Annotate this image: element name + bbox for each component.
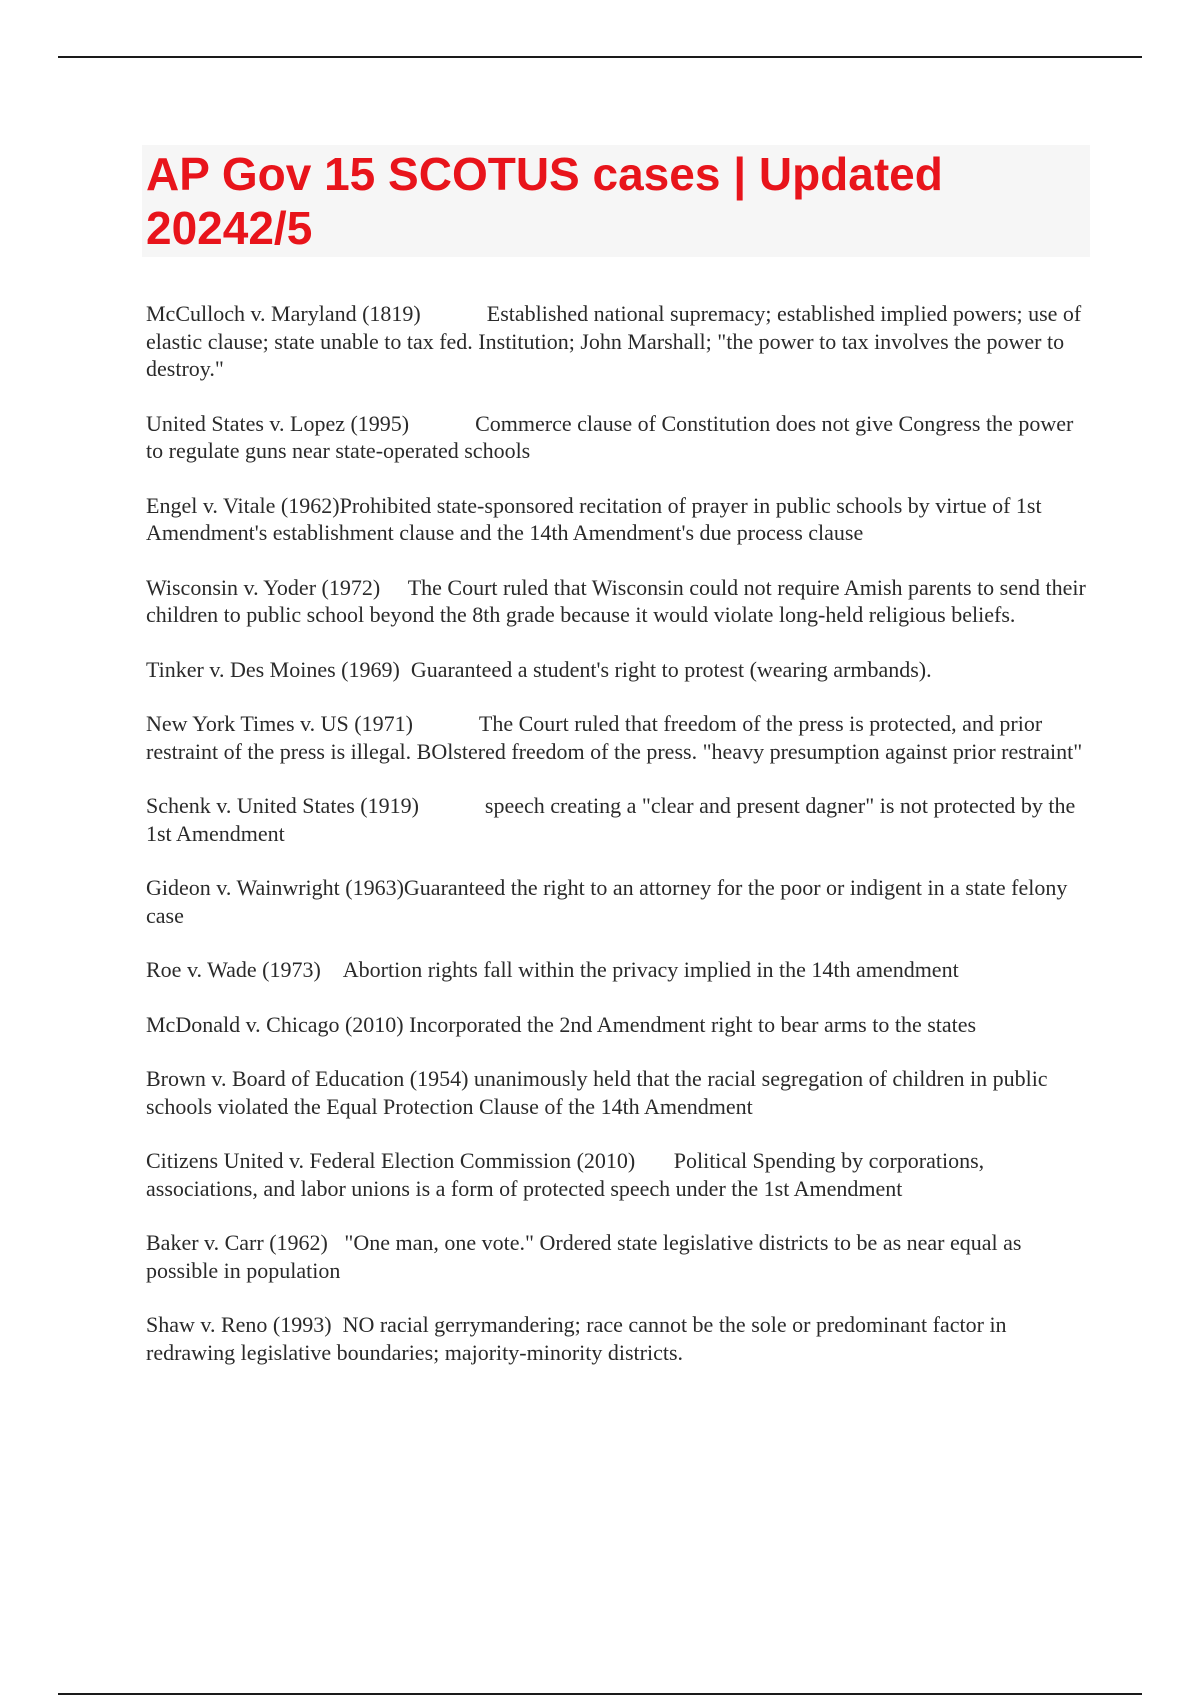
case-name: United States v. Lopez (1995): [146, 410, 410, 436]
case-name: Engel v. Vitale (1962): [146, 492, 340, 518]
case-description: Guaranteed a student's right to protest (wearing armbands).: [410, 656, 932, 682]
case-description: Established national supremacy; established implied powers; use of elastic clause; state unable to tax fed. Institution; John Marshall; "the power to tax involves the power to destroy.": [146, 301, 1082, 381]
case-name: Citizens United v. Federal Election Commission (2010): [146, 1148, 636, 1173]
case-name: Roe v. Wade (1973): [146, 957, 321, 982]
case-name: Brown v. Board of Education (1954): [146, 1066, 469, 1091]
case-description: The Court ruled that Wisconsin could not require Amish parents to send their children to public school beyond the 8th grade because it would violate long-held religious beliefs.: [146, 574, 1086, 627]
case-gap: [635, 1148, 674, 1173]
case-gap: [328, 1230, 345, 1255]
case-description: Commerce clause of Constitution does not give Congress the power to regulate guns near state-operated schools: [146, 410, 1074, 463]
case-gap: [409, 411, 475, 436]
case-gap: [380, 575, 408, 600]
case-entry: [146, 710, 1092, 765]
case-entry: [146, 1311, 1092, 1366]
case-name: Gideon v. Wainwright (1963): [146, 875, 404, 900]
bottom-rule: [58, 1693, 1142, 1695]
document-title: AP Gov 15 SCOTUS cases | Updated 20242/5: [146, 148, 943, 254]
top-rule: [58, 56, 1142, 58]
case-description: unanimously held that the racial segregation of children in public schools violated the Equal Protection Clause of the 14th Amendment: [146, 1066, 1048, 1119]
case-entry: [146, 656, 1092, 684]
case-entry: [146, 300, 1092, 383]
case-gap: [400, 657, 411, 682]
case-gap: [419, 793, 485, 818]
case-entry: [146, 410, 1092, 465]
case-gap: [421, 301, 487, 326]
case-entry: [146, 874, 1092, 929]
case-description: "One man, one vote." Ordered state legislative districts to be as near equal as possible in population: [146, 1230, 1022, 1283]
case-name: New York Times v. US (1971): [146, 711, 413, 736]
title-banner: [142, 145, 1090, 257]
case-name: Schenk v. United States (1919): [146, 793, 419, 818]
case-description: speech creating a "clear and present dagner" is not protected by the 1st Amendment: [146, 793, 1076, 846]
case-entry: [146, 1011, 1092, 1039]
case-name: Shaw v. Reno (1993): [146, 1312, 332, 1337]
case-name: McCulloch v. Maryland (1819): [146, 301, 421, 326]
case-entry: [146, 792, 1092, 847]
case-gap: [332, 1312, 343, 1337]
case-entry: [146, 1147, 1092, 1202]
case-entry: [146, 574, 1092, 629]
case-description: Political Spending by corporations, associations, and labor unions is a form of protected speech under the 1st Amendment: [146, 1148, 985, 1201]
case-entry: [146, 1229, 1092, 1284]
case-description: Incorporated the 2nd Amendment right to bear arms to the states: [409, 1011, 977, 1037]
case-entry: [146, 492, 1092, 547]
case-description: Prohibited state-sponsored recitation of prayer in public schools by virtue of 1st Amendment's establishment clause and the 14th Amendment's due process clause: [146, 492, 1042, 545]
case-name: Wisconsin v. Yoder (1972): [146, 574, 381, 600]
case-entry: [146, 1065, 1092, 1120]
case-description: NO racial gerrymandering; race cannot be the sole or predominant factor in redrawing legislative boundaries; majority-minority districts.: [146, 1312, 1007, 1365]
case-entry: [146, 956, 1092, 984]
case-description: Abortion rights fall within the privacy implied in the 14th amendment: [342, 957, 959, 982]
case-gap: [321, 957, 343, 982]
case-name: Tinker v. Des Moines (1969): [146, 656, 400, 682]
case-description: Guaranteed the right to an attorney for the poor or indigent in a state felony case: [146, 875, 1068, 928]
case-name: McDonald v. Chicago (2010): [146, 1011, 404, 1037]
case-list: [146, 300, 1092, 1393]
case-gap: [413, 711, 479, 736]
case-name: Baker v. Carr (1962): [146, 1230, 328, 1255]
case-description: The Court ruled that freedom of the press is protected, and prior restraint of the press is illegal. BOlstered freedom of the press. "heavy presumption against prior restraint": [146, 711, 1083, 764]
